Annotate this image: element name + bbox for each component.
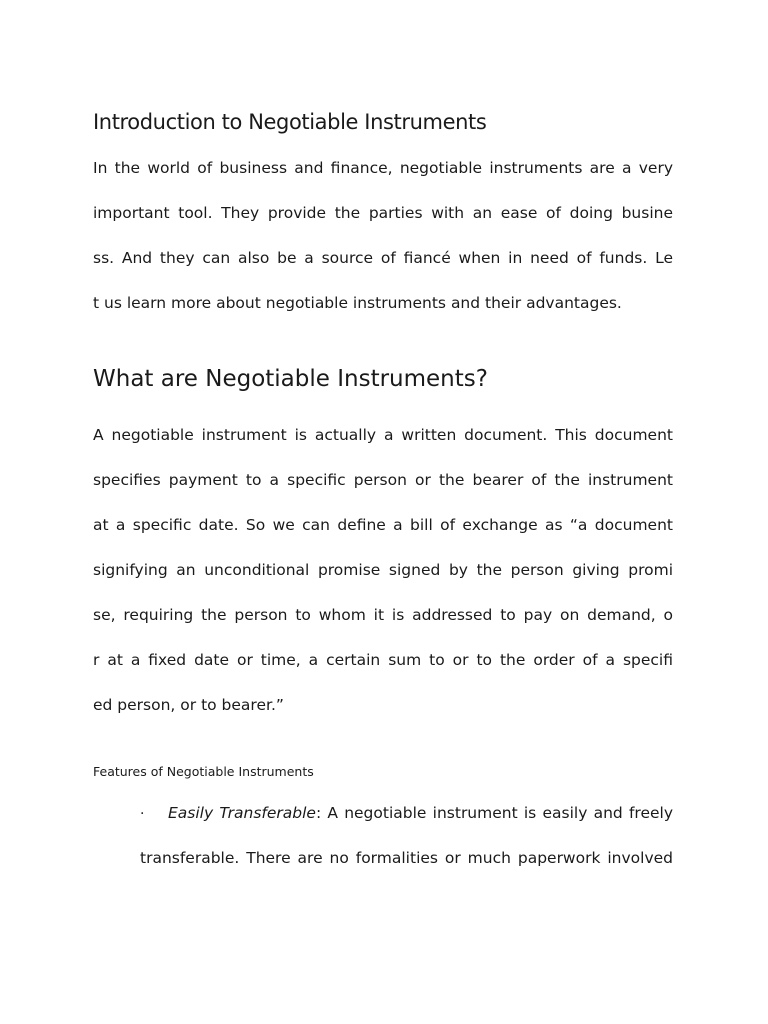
definition-paragraph-line: se, requiring the person to whom it is addressed to pay on demand, o — [93, 606, 673, 624]
intro-paragraph-line: ss. And they can also be a source of fiancé when in need of funds. Le — [93, 249, 673, 267]
intro-paragraph-line: t us learn more about negotiable instruments and their advantages. — [93, 294, 622, 312]
definition-paragraph-line: specifies payment to a specific person or the bearer of the instrument — [93, 471, 673, 489]
intro-heading: Introduction to Negotiable Instruments — [93, 110, 487, 134]
definition-paragraph-line: signifying an unconditional promise signed by the person giving promi — [93, 561, 673, 579]
intro-paragraph-line: important tool. They provide the parties with an ease of doing busine — [93, 204, 673, 222]
features-subheading: Features of Negotiable Instruments — [93, 764, 314, 779]
feature-item-line — [168, 803, 673, 823]
definition-paragraph-line: A negotiable instrument is actually a written document. This document — [93, 426, 673, 444]
feature-description: : A negotiable instrument is easily and freely — [315, 804, 673, 822]
feature-item-line: transferable. There are no formalities or much paperwork involved — [140, 849, 673, 867]
feature-term: Easily Transferable — [168, 804, 316, 822]
bullet-dot: · — [140, 806, 145, 822]
section-heading: What are Negotiable Instruments? — [93, 366, 488, 392]
definition-paragraph-line: ed person, or to bearer.” — [93, 696, 284, 714]
intro-paragraph-line: In the world of business and finance, negotiable instruments are a very — [93, 159, 673, 177]
definition-paragraph-line: r at a fixed date or time, a certain sum to or to the order of a specifi — [93, 651, 673, 669]
definition-paragraph-line: at a specific date. So we can define a bill of exchange as “a document — [93, 516, 673, 534]
